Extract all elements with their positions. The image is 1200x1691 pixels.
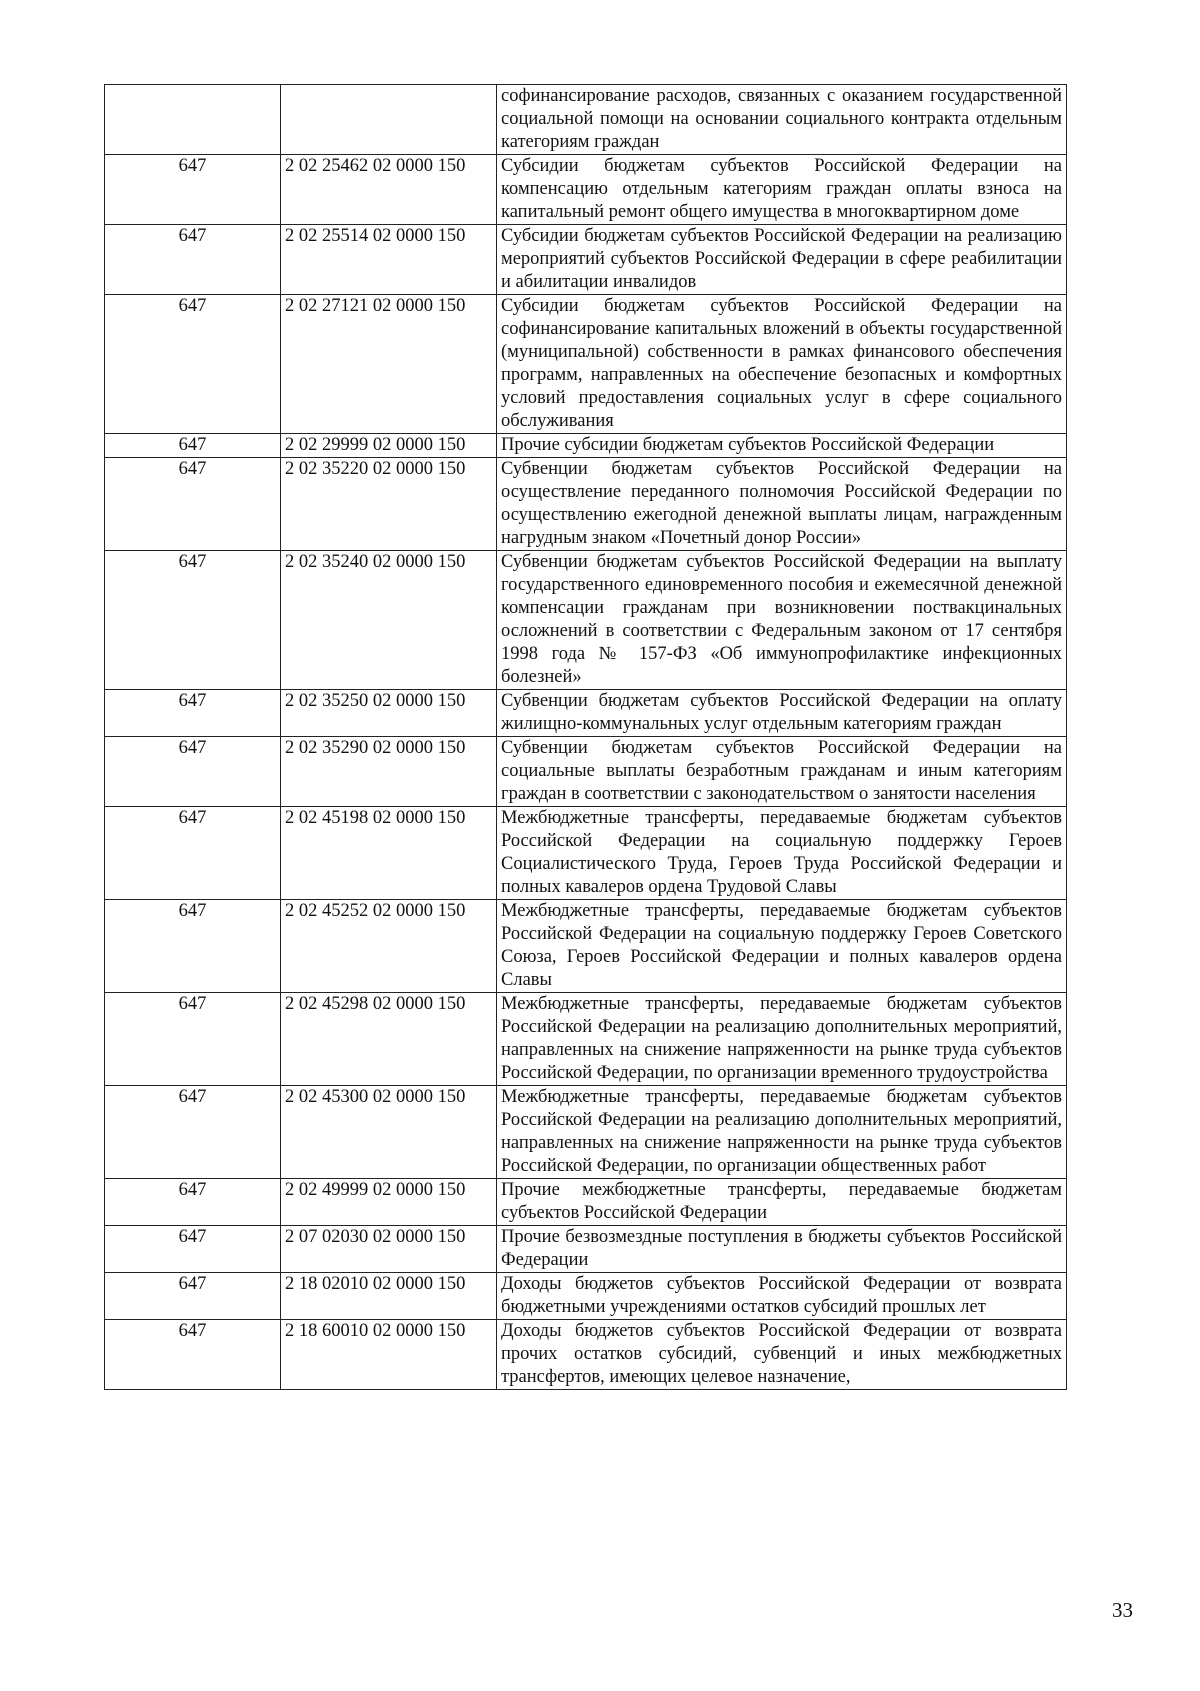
table-row xyxy=(105,295,1067,434)
description-cell: Субвенции бюджетам субъектов Российской Федерации на оплату жилищно-коммунальных услуг отдельным категориям граждан xyxy=(497,690,1067,737)
admin-code-cell: 647 xyxy=(105,1086,281,1179)
budget-classification-code-cell xyxy=(281,85,497,155)
admin-code-cell: 647 xyxy=(105,1226,281,1273)
table-row xyxy=(105,690,1067,737)
admin-code-cell: 647 xyxy=(105,900,281,993)
description-cell: Прочие субсидии бюджетам субъектов Российской Федерации xyxy=(497,434,1067,458)
budget-classification-code-cell: 2 02 25462 02 0000 150 xyxy=(281,155,497,225)
table-row xyxy=(105,1320,1067,1390)
description-cell: софинансирование расходов, связанных с оказанием государственной социальной помощи на основании социального контракта отдельным категориям граждан xyxy=(497,85,1067,155)
budget-classification-code-cell: 2 02 35240 02 0000 150 xyxy=(281,551,497,690)
admin-code-cell: 647 xyxy=(105,434,281,458)
table-row xyxy=(105,225,1067,295)
table-row xyxy=(105,434,1067,458)
table-row xyxy=(105,551,1067,690)
table-row xyxy=(105,1226,1067,1273)
budget-classification-code-cell: 2 02 27121 02 0000 150 xyxy=(281,295,497,434)
budget-codes-table xyxy=(104,84,1067,1390)
description-cell: Прочие межбюджетные трансферты, передаваемые бюджетам субъектов Российской Федерации xyxy=(497,1179,1067,1226)
description-cell: Межбюджетные трансферты, передаваемые бюджетам субъектов Российской Федерации на социальную поддержку Героев Социалистического Труда, Героев Труда Российской Федерации и полных кавалеров ордена Трудовой Славы xyxy=(497,807,1067,900)
budget-classification-code-cell: 2 02 35250 02 0000 150 xyxy=(281,690,497,737)
budget-classification-code-cell: 2 02 45300 02 0000 150 xyxy=(281,1086,497,1179)
table-row xyxy=(105,993,1067,1086)
admin-code-cell: 647 xyxy=(105,1273,281,1320)
table-row xyxy=(105,1273,1067,1320)
admin-code-cell: 647 xyxy=(105,690,281,737)
admin-code-cell: 647 xyxy=(105,1179,281,1226)
description-cell: Субвенции бюджетам субъектов Российской Федерации на осуществление переданного полномочия Российской Федерации по осуществлению ежегодной денежной выплаты лицам, награжденным нагрудным знаком «Почетный донор России» xyxy=(497,458,1067,551)
budget-classification-code-cell: 2 02 49999 02 0000 150 xyxy=(281,1179,497,1226)
description-cell: Субвенции бюджетам субъектов Российской Федерации на социальные выплаты безработным гражданам и иным категориям граждан в соответствии с законодательством о занятости населения xyxy=(497,737,1067,807)
budget-classification-code-cell: 2 02 45252 02 0000 150 xyxy=(281,900,497,993)
budget-classification-code-cell: 2 07 02030 02 0000 150 xyxy=(281,1226,497,1273)
budget-classification-code-cell: 2 02 45198 02 0000 150 xyxy=(281,807,497,900)
admin-code-cell: 647 xyxy=(105,155,281,225)
table-row xyxy=(105,737,1067,807)
budget-classification-code-cell: 2 02 45298 02 0000 150 xyxy=(281,993,497,1086)
description-cell: Межбюджетные трансферты, передаваемые бюджетам субъектов Российской Федерации на реализацию дополнительных мероприятий, направленных на снижение напряженности на рынке труда субъектов Российской Федерации, по организации общественных работ xyxy=(497,1086,1067,1179)
description-cell: Субсидии бюджетам субъектов Российской Федерации на софинансирование капитальных вложений в объекты государственной (муниципальной) собственности в рамках финансового обеспечения программ, направленных на обеспечение безопасных и комфортных условий предоставления социальных услуг в сфере социального обслуживания xyxy=(497,295,1067,434)
admin-code-cell: 647 xyxy=(105,458,281,551)
admin-code-cell: 647 xyxy=(105,1320,281,1390)
admin-code-cell xyxy=(105,85,281,155)
description-cell: Межбюджетные трансферты, передаваемые бюджетам субъектов Российской Федерации на социальную поддержку Героев Советского Союза, Героев Российской Федерации и полных кавалеров ордена Славы xyxy=(497,900,1067,993)
budget-classification-code-cell: 2 18 60010 02 0000 150 xyxy=(281,1320,497,1390)
table-row xyxy=(105,807,1067,900)
description-cell: Субвенции бюджетам субъектов Российской Федерации на выплату государственного единовременного пособия и ежемесячной денежной компенсации гражданам при возникновении поствакцинальных осложнений в соответствии с Федеральным законом от 17 сентября 1998 года № 157-ФЗ «Об иммунопрофилактике инфекционных болезней» xyxy=(497,551,1067,690)
description-cell: Доходы бюджетов субъектов Российской Федерации от возврата прочих остатков субсидий, субвенций и иных межбюджетных трансфертов, имеющих целевое назначение, xyxy=(497,1320,1067,1390)
admin-code-cell: 647 xyxy=(105,807,281,900)
admin-code-cell: 647 xyxy=(105,225,281,295)
table-row xyxy=(105,85,1067,155)
budget-classification-code-cell: 2 02 35290 02 0000 150 xyxy=(281,737,497,807)
budget-classification-code-cell: 2 02 35220 02 0000 150 xyxy=(281,458,497,551)
table-row xyxy=(105,1086,1067,1179)
description-cell: Прочие безвозмездные поступления в бюджеты субъектов Российской Федерации xyxy=(497,1226,1067,1273)
description-cell: Субсидии бюджетам субъектов Российской Федерации на реализацию мероприятий субъектов Российской Федерации в сфере реабилитации и абилитации инвалидов xyxy=(497,225,1067,295)
admin-code-cell: 647 xyxy=(105,993,281,1086)
budget-classification-code-cell: 2 02 25514 02 0000 150 xyxy=(281,225,497,295)
admin-code-cell: 647 xyxy=(105,551,281,690)
budget-classification-code-cell: 2 18 02010 02 0000 150 xyxy=(281,1273,497,1320)
budget-classification-code-cell: 2 02 29999 02 0000 150 xyxy=(281,434,497,458)
description-cell: Межбюджетные трансферты, передаваемые бюджетам субъектов Российской Федерации на реализацию дополнительных мероприятий, направленных на снижение напряженности на рынке труда субъектов Российской Федерации, по организации временного трудоустройства xyxy=(497,993,1067,1086)
page-number: 33 xyxy=(1112,1598,1133,1622)
description-cell: Доходы бюджетов субъектов Российской Федерации от возврата бюджетными учреждениями остатков субсидий прошлых лет xyxy=(497,1273,1067,1320)
admin-code-cell: 647 xyxy=(105,295,281,434)
description-cell: Субсидии бюджетам субъектов Российской Федерации на компенсацию отдельным категориям граждан оплаты взноса на капитальный ремонт общего имущества в многоквартирном доме xyxy=(497,155,1067,225)
table-row xyxy=(105,155,1067,225)
admin-code-cell: 647 xyxy=(105,737,281,807)
table-row xyxy=(105,1179,1067,1226)
table-body xyxy=(105,85,1067,1390)
table-row xyxy=(105,900,1067,993)
table-row xyxy=(105,458,1067,551)
